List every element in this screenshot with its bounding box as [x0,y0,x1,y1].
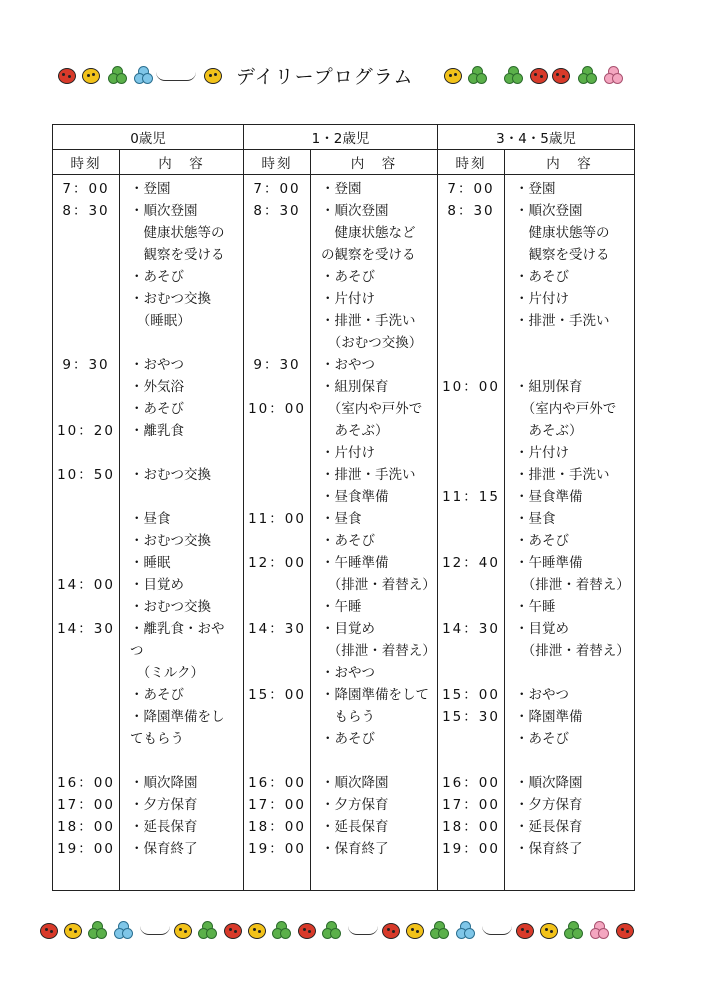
activity-entry [505,332,634,354]
activity-entry [505,354,634,376]
activity-entry: ・登園 [321,181,362,197]
time-entry [53,266,119,288]
time-entry [438,332,504,354]
time-entry [438,266,504,288]
activity-entry: ・順次登園 [130,203,198,219]
activity-entry: ・昼食 [130,511,171,527]
time-entry: 18：00 [57,819,115,835]
time-entry [244,486,310,508]
ladybug-clover-decoration-right [444,64,634,88]
time-entry: 15：30 [442,709,500,725]
activity-entry: もらう [321,709,375,725]
activity-entry: ・おむつ交換 [130,533,211,549]
time-entry: 14：30 [57,621,115,637]
time-entry [53,706,119,728]
time-entry: 9：30 [253,357,301,373]
activity-entry: ・延長保育 [321,819,389,835]
time-entry [53,442,119,464]
activity-entry: ・夕方保育 [130,797,198,813]
content-column [120,175,244,891]
time-entry [53,684,119,706]
time-entry [244,728,310,750]
time-entry [244,310,310,332]
activity-entry: ・おむつ交換 [130,291,211,307]
activity-entry: ・片付け [321,291,375,307]
time-column [438,175,505,891]
time-entry: 14：30 [248,621,306,637]
time-column [244,175,311,891]
time-entry: 16：00 [57,775,115,791]
activity-entry: てもらう [130,731,184,747]
time-header: 時刻 [53,150,120,175]
activity-entry: ・延長保育 [515,819,583,835]
time-entry [53,530,119,552]
time-entry [438,662,504,684]
time-entry [53,310,119,332]
activity-entry: ・離乳食・おや [130,621,225,637]
activity-entry: ・夕方保育 [321,797,389,813]
time-entry [438,222,504,244]
time-entry: 7：00 [62,181,110,197]
page-title: デイリープログラム [236,66,414,88]
activity-entry: ・目覚め [321,621,375,637]
time-entry: 9：30 [62,357,110,373]
activity-entry: ・午睡準備 [321,555,389,571]
activity-entry: の観察を受ける [321,247,416,263]
time-entry: 19：00 [248,841,306,857]
time-entry: 15：00 [248,687,306,703]
time-entry [53,750,119,772]
time-entry: 10：00 [442,379,500,395]
activity-entry: ・保育終了 [515,841,583,857]
age-header-1-2: 1・2歳児 [244,125,438,150]
activity-entry: ・離乳食 [130,423,184,439]
activity-entry: 観察を受ける [130,247,225,263]
time-entry [438,354,504,376]
time-entry: 8：30 [62,203,110,219]
time-header: 時刻 [244,150,311,175]
content-column [311,175,438,891]
activity-entry: ・午睡準備 [515,555,583,571]
activity-entry: つ [130,643,144,659]
time-entry [53,398,119,420]
time-entry [244,662,310,684]
activity-entry: ・午睡 [515,599,556,615]
time-entry [53,222,119,244]
time-entry [438,442,504,464]
time-entry: 15：00 [442,687,500,703]
activity-entry: ・目覚め [515,621,569,637]
activity-entry: ・あそび [515,533,569,549]
time-entry: 10：50 [57,467,115,483]
time-entry [438,640,504,662]
daily-program-table [52,124,635,891]
time-entry: 14：30 [442,621,500,637]
time-entry: 7：00 [253,181,301,197]
activity-entry: ・保育終了 [130,841,198,857]
activity-entry: ・降園準備をして [321,687,429,703]
activity-entry: あそぶ） [321,423,389,439]
age-header-0: 0歳児 [53,125,244,150]
time-entry [244,640,310,662]
activity-entry: ・降園準備 [515,709,583,725]
time-entry: 8：30 [253,203,301,219]
activity-entry [311,750,437,772]
activity-entry: ・片付け [321,445,375,461]
time-entry [244,464,310,486]
activity-entry: ・おやつ [130,357,184,373]
ladybug-clover-decoration-bottom [40,918,668,944]
time-entry: 17：00 [442,797,500,813]
time-entry [53,662,119,684]
activity-entry: ・順次降園 [321,775,389,791]
activity-entry [120,486,243,508]
time-entry: 17：00 [57,797,115,813]
content-column [505,175,635,891]
time-entry [53,728,119,750]
activity-entry: ・夕方保育 [515,797,583,813]
time-entry: 18：00 [442,819,500,835]
time-column [53,175,120,891]
activity-entry: 健康状態等の [130,225,225,241]
title-row [0,60,708,96]
time-entry [53,486,119,508]
time-entry: 14：00 [57,577,115,593]
activity-entry: ・あそび [515,731,569,747]
activity-entry: （おむつ交換） [321,335,423,351]
time-entry: 17：00 [248,797,306,813]
activity-entry: ・睡眠 [130,555,171,571]
time-entry [53,640,119,662]
activity-entry: ・おむつ交換 [130,599,211,615]
time-entry: 12：40 [442,555,500,571]
activity-entry [120,750,243,772]
activity-entry: （室内や戸外で [515,401,617,417]
time-entry: 19：00 [442,841,500,857]
activity-entry: （排泄・着替え） [515,643,630,659]
time-entry [438,508,504,530]
activity-entry: （睡眠） [130,313,191,329]
time-entry [438,420,504,442]
time-entry [244,442,310,464]
time-entry [438,750,504,772]
activity-entry [505,662,634,684]
ladybug-clover-decoration-left [58,64,228,88]
time-entry: 7：00 [447,181,495,197]
activity-entry: あそぶ） [515,423,583,439]
activity-entry [120,442,243,464]
time-entry [438,464,504,486]
time-entry [53,508,119,530]
content-header: 内 容 [505,150,635,175]
activity-entry: （排泄・着替え） [321,577,436,593]
time-entry [244,244,310,266]
activity-entry: ・あそび [321,533,375,549]
activity-entry [505,750,634,772]
time-entry: 10：00 [248,401,306,417]
age-header-3-4-5: 3・4・5歳児 [438,125,635,150]
time-entry [438,530,504,552]
time-entry [438,244,504,266]
activity-entry: ・おやつ [321,357,375,373]
activity-entry: ・延長保育 [130,819,198,835]
time-entry [244,420,310,442]
time-entry [53,244,119,266]
activity-entry: （ミルク） [130,665,204,681]
content-header: 内 容 [120,150,244,175]
time-entry [53,376,119,398]
activity-entry: ・登園 [515,181,556,197]
time-entry [53,552,119,574]
time-entry [244,750,310,772]
activity-entry: ・外気浴 [130,379,184,395]
time-entry [244,376,310,398]
activity-entry: ・保育終了 [321,841,389,857]
time-header: 時刻 [438,150,505,175]
activity-entry: ・組別保育 [515,379,583,395]
activity-entry: ・あそび [130,687,184,703]
time-entry [244,332,310,354]
activity-entry: ・昼食 [321,511,362,527]
activity-entry: ・午睡 [321,599,362,615]
time-entry [438,288,504,310]
activity-entry: ・順次降園 [515,775,583,791]
activity-entry: ・昼食 [515,511,556,527]
time-entry: 10：20 [57,423,115,439]
activity-entry: 観察を受ける [515,247,610,263]
time-entry: 8：30 [447,203,495,219]
activity-entry: ・組別保育 [321,379,389,395]
activity-entry: ・おやつ [321,665,375,681]
time-entry: 11：15 [442,489,500,505]
time-entry [438,574,504,596]
activity-entry: ・降園準備をし [130,709,225,725]
time-entry: 18：00 [248,819,306,835]
time-entry [244,706,310,728]
activity-entry: ・あそび [130,269,184,285]
activity-entry: ・昼食準備 [321,489,389,505]
activity-entry: ・片付け [515,445,569,461]
activity-entry: ・昼食準備 [515,489,583,505]
activity-entry: ・排泄・手洗い [515,313,610,329]
activity-entry: ・あそび [321,269,375,285]
time-entry [244,266,310,288]
time-entry [53,288,119,310]
activity-entry: ・あそび [515,269,569,285]
time-entry [244,222,310,244]
activity-entry: ・排泄・手洗い [515,467,610,483]
time-entry [53,332,119,354]
activity-entry: ・片付け [515,291,569,307]
time-entry [438,728,504,750]
time-entry [438,398,504,420]
time-entry [244,596,310,618]
activity-entry: ・目覚め [130,577,184,593]
time-entry: 19：00 [57,841,115,857]
activity-entry: （室内や戸外で [321,401,423,417]
time-entry [244,288,310,310]
time-entry: 12：00 [248,555,306,571]
activity-entry: ・おやつ [515,687,569,703]
time-entry [438,596,504,618]
activity-entry: ・あそび [321,731,375,747]
activity-entry: 健康状態など [321,225,416,241]
time-entry [53,596,119,618]
time-entry [244,530,310,552]
time-entry: 16：00 [248,775,306,791]
activity-entry: ・排泄・手洗い [321,467,416,483]
activity-entry: ・おむつ交換 [130,467,211,483]
time-entry: 11：00 [248,511,306,527]
time-entry [438,310,504,332]
activity-entry: ・順次登園 [321,203,389,219]
activity-entry: ・順次降園 [130,775,198,791]
activity-entry: 健康状態等の [515,225,610,241]
activity-entry [120,332,243,354]
activity-entry: ・順次登園 [515,203,583,219]
activity-entry: ・登園 [130,181,171,197]
time-entry: 16：00 [442,775,500,791]
time-entry [244,574,310,596]
activity-entry: ・あそび [130,401,184,417]
activity-entry: ・排泄・手洗い [321,313,416,329]
activity-entry: （排泄・着替え） [515,577,630,593]
activity-entry: （排泄・着替え） [321,643,436,659]
content-header: 内 容 [311,150,438,175]
